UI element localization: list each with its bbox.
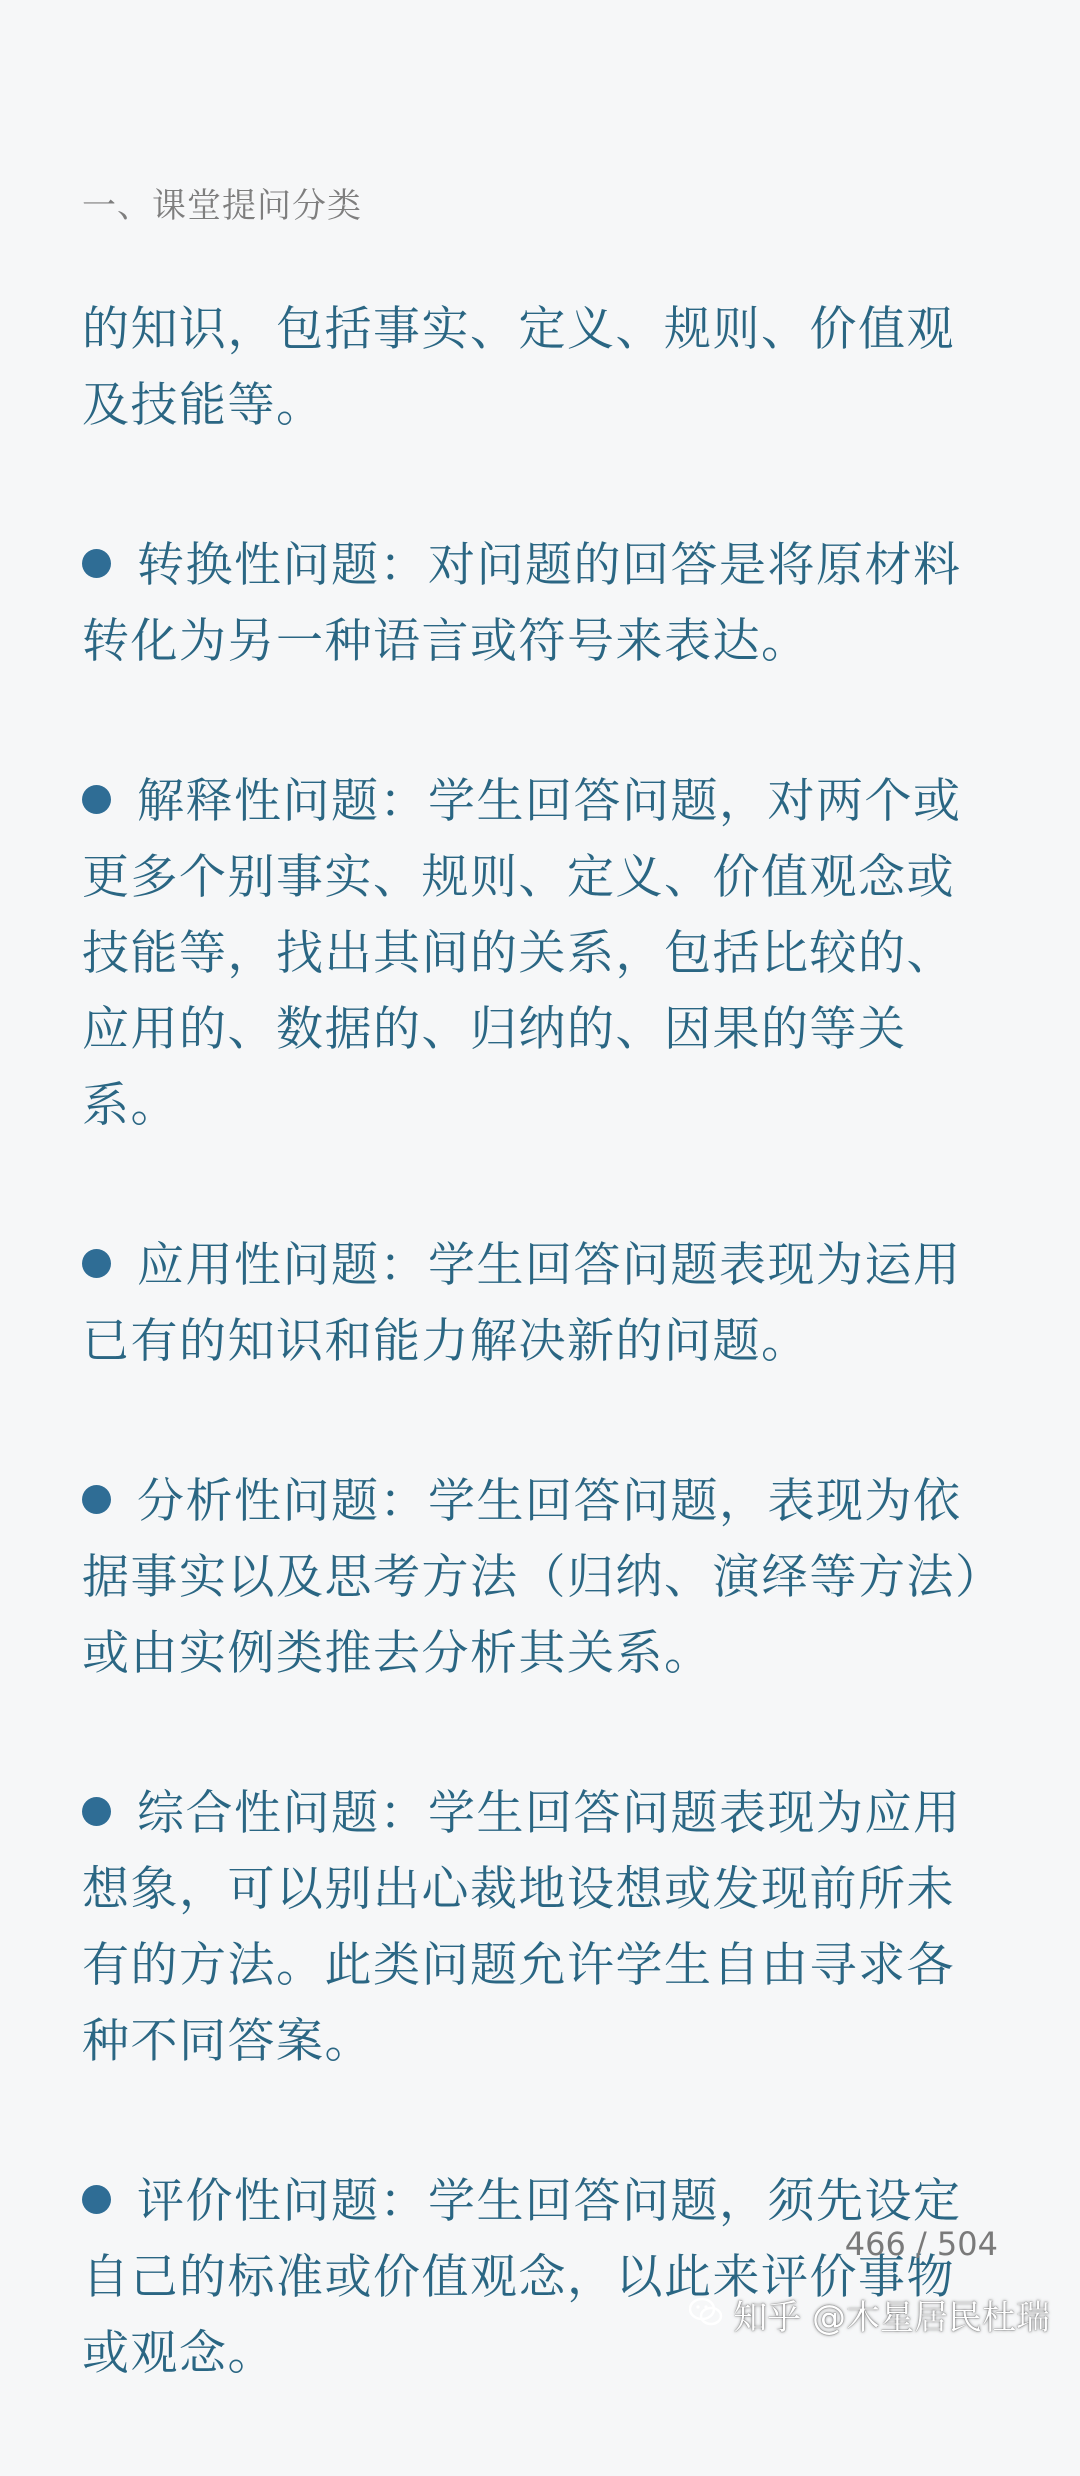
- paragraph-application-question: [82, 1228, 1002, 1380]
- paragraph-text: 转换性问题：对问题的回答是将原材料转化为另一种语言或符号来表达。: [82, 538, 962, 669]
- paragraph-analysis-question: [82, 1464, 1002, 1692]
- paragraph-text: 评价性问题：学生回答问题，须先设定自己的标准或价值观念，以此来评价事物或观念。: [82, 2174, 962, 2381]
- paragraph-text: 解释性问题：学生回答问题，对两个或更多个别事实、规则、定义、价值观念或技能等，找出其间的关系，包括比较的、应用的、数据的、归纳的、因果的等关系。: [82, 774, 962, 1133]
- paragraph-text: 综合性问题：学生回答问题表现为应用想象，可以别出心裁地设想或发现前所未有的方法。此类问题允许学生自由寻求各种不同答案。: [82, 1786, 962, 2069]
- bullet-dot-icon: [82, 549, 111, 578]
- paragraph-text: 应用性问题：学生回答问题表现为运用已有的知识和能力解决新的问题。: [82, 1238, 962, 1369]
- paragraph-text: 的知识，包括事实、定义、规则、价值观及技能等。: [82, 302, 955, 433]
- paragraph-explanation-question: [82, 764, 1002, 1144]
- wechat-icon: [689, 2297, 723, 2333]
- bullet-dot-icon: [82, 1485, 111, 1514]
- paragraph-evaluation-question: [82, 2164, 1002, 2392]
- watermark: [689, 2290, 1050, 2339]
- article-body: [82, 292, 1002, 2476]
- bullet-dot-icon: [82, 785, 111, 814]
- paragraph-synthesis-question: [82, 1776, 1002, 2080]
- page-counter: 466 / 504: [844, 2225, 998, 2263]
- watermark-text: 知乎 @木星居民杜瑞: [733, 2298, 1050, 2338]
- section-title: 一、课堂提问分类: [82, 186, 362, 226]
- paragraph-text: 分析性问题：学生回答问题，表现为依据事实以及思考方法（归纳、演绎等方法）或由实例类推去分析其关系。: [82, 1474, 980, 1681]
- bullet-dot-icon: [82, 1797, 111, 1826]
- bullet-dot-icon: [82, 2185, 111, 2214]
- bullet-dot-icon: [82, 1249, 111, 1278]
- paragraph-conversion-question: [82, 528, 1002, 680]
- paragraph-continuation: [82, 292, 1002, 444]
